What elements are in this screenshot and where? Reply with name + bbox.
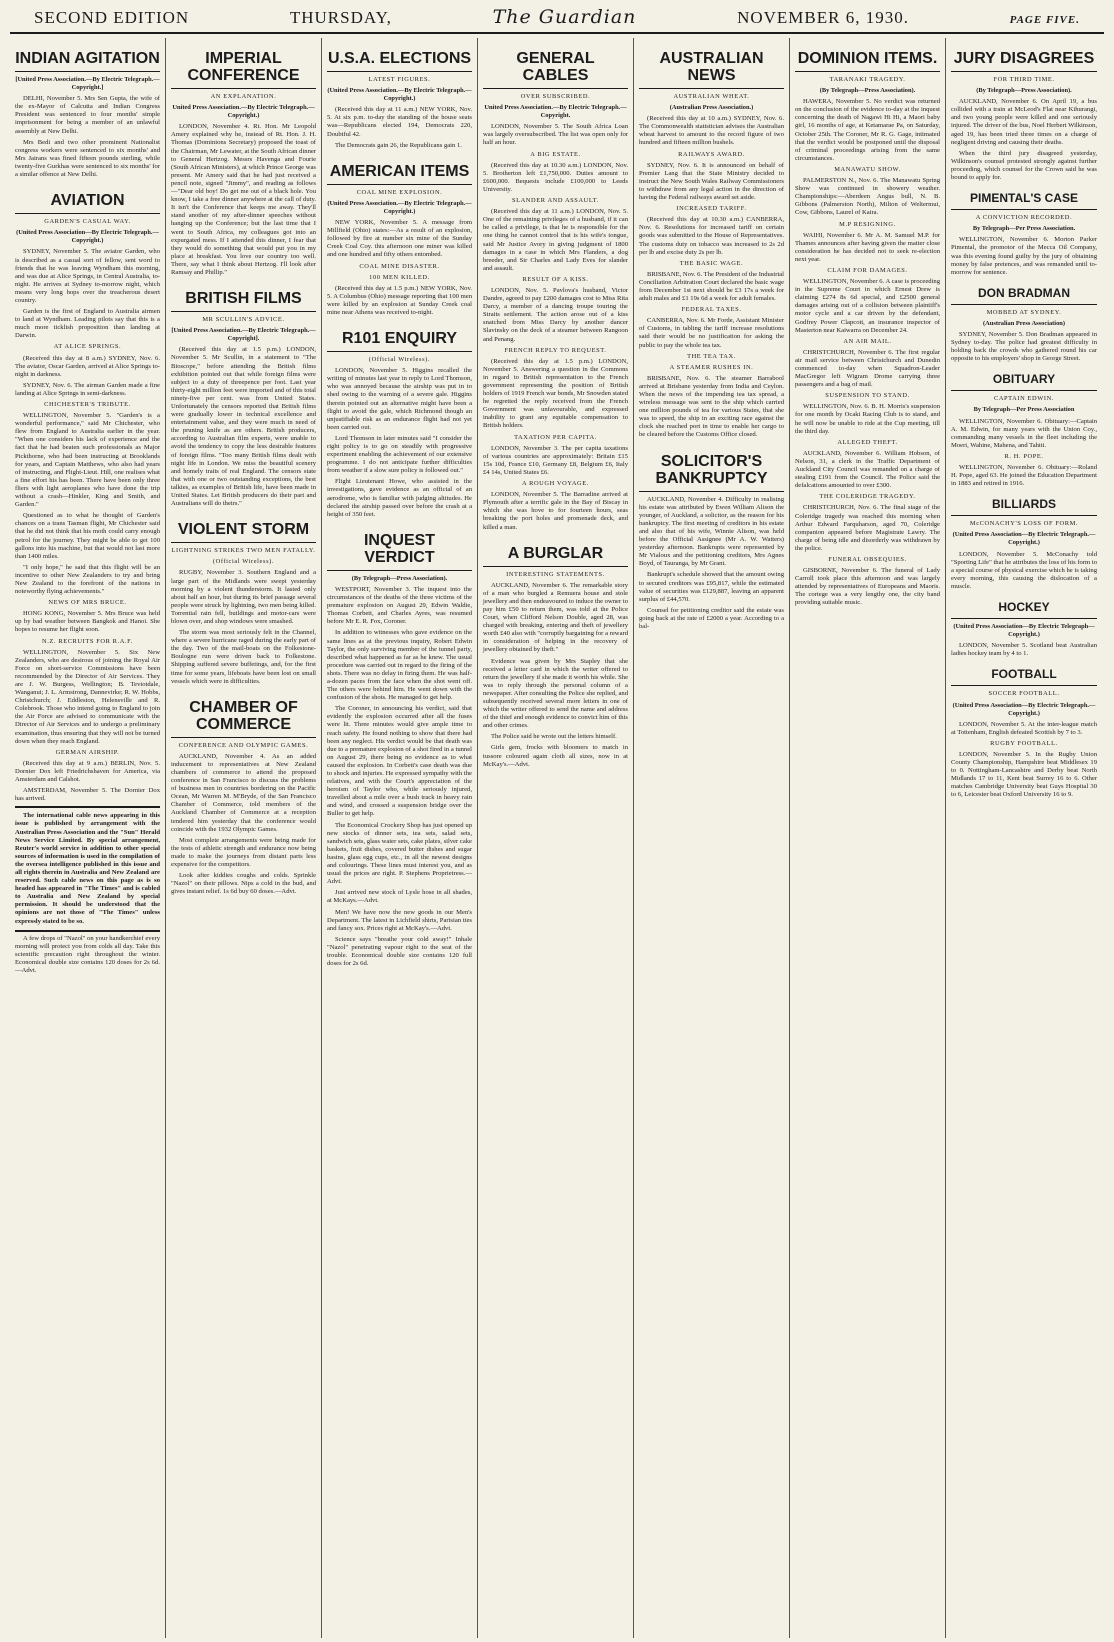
notice-box: The international cable news appearing in this issue is published by arrangement with the Australian Press Association and the "Sun" Herald News Service Limited. By special arrangement, Reuter's world service in addition to other special sources of information is used in the compilation of the oversea intelligence published in this issue and all rights therein in Australia and New Zealand are reserved. Such cable news on this page as is so headed has appeared in "The Times" and is cabled to Australia and New Zealand by special permission. It should be understood that the opinions are not those of "The Times" unless expressly stated to be so. xyxy=(15,806,160,931)
article-paragraph: Lord Thomson in later minutes said "I consider the right policy is to go on steadily with progressive experiment enabling the achievement of our extensive programme. I do not anticipate further difficulties from weather if a slow sure policy is followed out." xyxy=(327,434,472,475)
article-headline: BILLIARDS xyxy=(951,491,1097,516)
article-paragraph: LONDON, November 5. McConachy told "Sporting Life" that he attributes the loss of his form to a special course of physical exercise which he is taking every morning, this causing the dislocation of a muscle. xyxy=(951,550,1097,590)
article-paragraph: WELLINGTON, November 6. A case is proceeding in the Supreme Court in which Ernest Drew is claiming £274 8s 6d special, and £2500 general damages arising out of a collision between plaintiff's motor cycle and a car driven by the defendant, Godfrey Power Clapcott, an insurance inspector of Masterton near Kaiwarra on December 24. xyxy=(795,278,940,334)
article-paragraph: The Economical Crockery Shop has just opened up new stocks of dinner sets, tea sets, salad sets, sandwich sets, glass water sets, cake plates, silver cake baskets, fruit dishes, covered butter dishes and sugar basins, glass egg cups, etc., in all the newest designs and colourings. These lines must interest you, and as usual the prices are right. P. Stephens Proprietress.—Advt. xyxy=(327,821,472,886)
article-paragraph: WELLINGTON, November 6. Obituary:—Captain A. M. Edwin, for many years with the Union Coy., commanding many vessels in the fleet including the Moeri, Wahine, Mahena, and Tahiti. xyxy=(951,417,1097,449)
article-paragraph: In addition to witnesses who gave evidence on the same lines as at the previous inquiry, Robert Edwin Taylor, the only surviving member of the tunnel party, described what happened as far as he knew. The usual procedure was carried out in regard to the firing of the shots. There was no delay in firing them. He was half-a-dozen paces from the face when the shot went off. The others were behind him. He went down with the confusion of the shots. He managed to get help. xyxy=(327,629,472,702)
article-headline: VIOLENT STORM xyxy=(171,511,316,543)
article-paragraph: (Received this day at 10 a.m.) SYDNEY, Nov. 6. The Commonwealth statistician advises the Australian wheat harvest to amount to the record figure of two hundred and fifteen million bushels. xyxy=(639,115,784,147)
article-paragraph: The Coroner, in announcing his verdict, said that evidently the explosion occurred after all the fuses were lit. Three minutes would give ample time to reach safety. He found nothing to show that there had been any neglect. His verdict would be that death was due to a premature explosion of a shot fired in a tunnel on August 29, there being no evidence as to what caused the explosion. In Corbett's case death was due to shock and injuries. He expressed sympathy with the relatives, and with the Court's appreciation of the heroism of Taylor who, while seriously injured, travelled about a mile over a bush track in heavy rain and wind, and crossed a suspension bridge over the Buller to get help. xyxy=(327,705,472,818)
article-paragraph: CHRISTCHURCH, Nov. 6. The final stage of the Coleridge tragedy was reached this morning when Arthur Edward Farquharson, aged 70, Coleridge companion appeared before Magistrate Lawry. The charge of being idle and disorderly was withdrawn by the police. xyxy=(795,504,940,552)
article-paragraph: Garden is the first of England to Australia airmen to land at Wyndham. Leading pilots say that this is a much more ticklish proposition than landing at Darwin. xyxy=(15,308,160,340)
article-paragraph: The Democrats gain 26, the Republicans gain 1. xyxy=(335,141,462,149)
article-headline: AMERICAN ITEMS xyxy=(327,153,472,185)
article-paragraph: (Received this day at 1.5 p.m.) LONDON, November 5. Answering a question in the Commons in regard to British representation to the French government representing the position of British holders of 1919 French war bonds, Mr Snowden stated he regretted the reply received from the French Government was unfavourable, and expressed inability to grant any equitable compensation to British holders. xyxy=(483,357,628,430)
article-paragraph: Flight Lieutenant Howe, who assisted in the investigations, gave evidence as an official of an aerodrome, who is familiar with judging altitudes. He declared the airship passed over before the crash at a height of 350 feet. xyxy=(327,478,472,518)
article-paragraph: (Received this day at 11 a.m.) NEW YORK, Nov. 5. At six p.m. to-day the standing of the house seats was—Republicans elected 194, Democrats 220, Doubtful 42. xyxy=(327,106,472,138)
sub-headline: N.Z. RECRUITS FOR R.A.F. xyxy=(42,637,133,645)
article-paragraph: Mrs Bedi and two other prominent Nationalist congress workers were sentenced to six months' and Mrs Jairans was fined fifteen pounds sterling, while twenty-five Gurkhas were sentenced to six months' for a similar offence at New Delhi. xyxy=(15,138,160,179)
sub-headline: RESULT OF A KISS. xyxy=(522,275,589,283)
press-credit: United Press Association.—By Electric Telegraph.—Copyright.) xyxy=(172,104,315,120)
sub-headline: GERMAN AIRSHIP. xyxy=(55,748,120,756)
press-credit: [United Press Association.—By Electric Telegraph.—Copyright]. xyxy=(171,327,316,343)
sub-headline: MR SCULLIN'S ADVICE. xyxy=(202,316,285,324)
article-paragraph: AUCKLAND, November 6. The remarkable story of a man who burgled a Remuera house and stole jewellery and then endeavoured to induce the owner to pay him £50 to return them, was told at the Police Court, when Clifford Nelson Double, aged 28, was charged with breaking, entering and theft of jewellery worth £40 also with "corruptly bargaining for a reward in consideration of helping in the recovery of jewellery obtained by theft." xyxy=(483,581,628,654)
article-headline: A BURGLAR xyxy=(483,535,628,567)
article-paragraph: WELLINGTON, Nov. 6. B. H. Morris's suspension for one month by Ocaki Racing Club is to stand, and he will now be unable to ride at the Cup meeting, till the third day. xyxy=(795,403,940,435)
sub-headline: A ROUGH VOYAGE. xyxy=(522,480,589,488)
article-paragraph: (Received this day at 9 a.m.) BERLIN, Nov. 5. Dornier Dox left Friedrichshaven for America, via Amsterdam and Calshot. xyxy=(15,759,160,784)
article-headline: DON BRADMAN xyxy=(951,280,1097,305)
article-paragraph: Questioned as to what he thought of Garden's chances on a trans Tasman flight, Mr Chichester said that he did not think that his moth could carry enough petrol for the journey. They might be able to get 100 gallons into his machine, but that would not last more than 1400 miles. xyxy=(15,512,160,560)
article-paragraph: Bankrupt's schedule showed that the amount owing to secured creditors was £95,817, while the estimated value of securities was £129,887, leaving an apparent surplus of £44,570. xyxy=(639,571,784,603)
article-paragraph: LONDON, November 5. Scotland beat Australian ladies hockey team by 4 to 1. xyxy=(951,642,1097,658)
article-paragraph: LONDON, November 5. The Barradine arrived at Plymouth after a terrific gale in the Bay of Biscay in which she was hove to for fourteen hours, seas breaking the port holes and promenade deck, and killed a man. xyxy=(483,491,628,531)
sub-headline: CAPTAIN EDWIN. xyxy=(993,395,1055,403)
article-paragraph: HAWERA, November 5. No verdict was returned on the conclusion of the evidence to-day at the inquest concerning the death of Nagawi Hi Hi, a Maori baby girl, 16 months of age, at Ketamarae Pa, on Saturday, October 25th. The Coroner, Mr R. G. Gage, intimated that the verdict would be postponed until the disposal of criminal proceedings arising from the same circumstances. xyxy=(795,98,940,162)
sub-headline: AN AIR MAIL. xyxy=(843,337,892,345)
sub-headline: INTERESTING STATEMENTS. xyxy=(506,570,605,578)
article-paragraph: LONDON, November 5. Higgins recalled the writing of minutes last year in reply to Lord Thomson, who was annoyed because the airship was put in to shed owing to the warning of a severe gale. Higgins therein pointed out an alternative might have been a flight to avoid the gale, which Richmond though an unjustifiable risk as an endurance flight had not yet been carried out. xyxy=(327,367,472,431)
article-paragraph: LONDON, November 5. In the Rugby Union County Championship, Hampshire beat Middlesex 19 to 0. Nottingham-Lancashire and Derby beat North Midlands 17 to 11, Kent beat Surrey 16 to 6. Other matches Cambridge University beat Guys Hospital 30 to 6, Leicester beat Oxford University 16 to 9. xyxy=(951,750,1097,799)
article-paragraph: Counsel for petitioning creditor said the estate was going back at the rate of £2000 a year. According to a bal- xyxy=(639,606,784,630)
sub-headline: CLAIM FOR DAMAGES. xyxy=(827,266,908,274)
article-headline: FOOTBALL xyxy=(951,661,1097,686)
page-number: PAGE FIVE. xyxy=(1009,14,1080,26)
sub-headline: (Official Wireless). xyxy=(212,558,275,566)
article-paragraph: WELLINGTON, November 6. Obituary:—Roland H. Pope, aged 63. He joined the Education Department in 1883 and retired in 1916. xyxy=(951,464,1097,488)
article-paragraph: (Received this day at 10.30 a.m.) LONDON, Nov. 5. Brotherton left £1,750,000. Duties amount to £600,000. Bequests include £100,000 to Leeds University. xyxy=(483,161,628,193)
press-credit: (United Press Association—By Electric Telegraph—Copyright.) xyxy=(953,623,1095,639)
article-headline: U.S.A. ELECTIONS xyxy=(327,40,472,72)
article-headline: AVIATION xyxy=(15,182,160,214)
article-headline: PIMENTAL'S CASE xyxy=(951,185,1097,210)
article-paragraph: AUCKLAND, November 4. As an added inducement to representatives at New Zealand chambers of commerce to attend the proposed conference in San Francisco to discuss the problems of business men in countries bordering on the Pacific Ocean, Mr Warren M. M'Bryde, of the San Francisco Chamber of Commerce, told members of the Auckland Chamber of Commerce at a reception tendered him yesterday that the conference would coincide with the 1932 Olympic Games. xyxy=(171,752,316,833)
sub-headline: MANAWATU SHOW. xyxy=(834,165,901,173)
article-paragraph: A few drops of "Nazol" on your handkerchief every morning will protect you from colds all day. Take this scientific precaution right throughout the winter. Economical double size contains 120 doses for 2s 6d.—Advt. xyxy=(15,934,160,974)
article-paragraph: PALMERSTON N., Nov. 6. The Manawatu Spring Show was continued in showery weather. Championships:—Aberdeen Angus bull, N. B. Gibbons (Palmerston North), Milton of Weltermui, Cow, Gibbons, Laurel of Kaira. xyxy=(795,177,940,217)
sub-headline: SOCCER FOOTBALL. xyxy=(988,690,1060,698)
article-paragraph: SYDNEY, Nov. 6. It is announced on behalf of Premier Lang that the State Ministry decided to instruct the New South Wales Railway Commissioners to withdraw from any legal action in the direction of having the Federal railways award set aside. xyxy=(639,161,784,202)
article-paragraph: WELLINGTON, November 6. Morton Parker Pimental, the promotor of the Mecca Oil Company, was this evening found guilty by the jury of obtaining money by false pretences, and was remanded until to-morrow for sentence. xyxy=(951,236,1097,276)
press-credit: (United Press Association.—By Electric Telegraph.—Copyright.) xyxy=(327,199,472,215)
sub-headline: 100 MEN KILLED. xyxy=(369,273,430,281)
press-credit: United Press Association.—By Electric Telegraph.—Copyright. xyxy=(484,104,627,120)
press-credit: (By Telegraph—Press Association). xyxy=(819,87,916,95)
sub-headline: R. H. POPE. xyxy=(1004,452,1044,460)
article-paragraph: LONDON, November 5. At the inter-league match at Tottenham, English defeated Scottish by 7 to 3. xyxy=(951,720,1097,736)
press-credit: (By Telegraph—Press Association). xyxy=(976,87,1072,95)
sub-headline: A CONVICTION RECORDED. xyxy=(975,214,1073,222)
sub-headline: FOR THIRD TIME. xyxy=(993,76,1055,83)
article-paragraph: Science says "breathe your cold away!" Inhale "Nazol" penetrating vapour right to the seat of the trouble. Economical double size contains 120 full doses for 2s 6d. xyxy=(327,935,472,968)
press-credit: (Australian Press Association) xyxy=(983,319,1065,327)
article-paragraph: WESTPORT, November 3. The inquest into the circumstances of the deaths of the three victims of the premature explosion on August 29, Edwin Waldie, Thomas Corbett, and Charles Ayres, was resumed before Mr E. R. Fox, Coroner. xyxy=(327,585,472,626)
article-paragraph: Evidence was given by Mrs Stapley that she received a letter card in which the writer offered to return the jewellery if she made it worth his while. She was to reply through the personal column of a newspaper. After consulting the Police she replied, and subsequently received several more letters in one of which the writer offered to send the name and address of the thief and enough evidence to convict him of this and other crimes. xyxy=(483,657,628,730)
sub-headline: AN EXPLANATION. xyxy=(210,93,277,100)
sub-headline: MOBBED AT SYDNEY. xyxy=(986,308,1062,316)
article-paragraph: HONG KONG, November 5. Mrs Bruce was held up by bad weather between Bangkok and Hanoi. She hopes to resume her flight soon. xyxy=(15,610,160,634)
article-paragraph: Men! We have now the new goods in our Men's Department. The latest in Lichfield shirts, Parisian ties and fancy sox. Prices right at McKay's.—Advt. xyxy=(327,908,472,932)
article-paragraph: (Received this day at 11 a.m.) LONDON, Nov. 5. One of the remaining privileges of a husband, if it can be called a privilege, is that he is responsible for the one thing he cannot control that is his wife's tongue, said Mr Justice Avory in giving judgment of 1800 damages in a case in which Mrs Flanders, a dog breeder, and Sir Charles and Lady Eves for slander and assault. xyxy=(483,208,628,272)
article-paragraph: Just arrived new stock of Lysle hose in all shades, at McKays.—Advt. xyxy=(327,889,472,905)
article-paragraph: AMSTERDAM, November 5. The Dornier Dox has arrived. xyxy=(15,787,160,803)
columns-container xyxy=(10,38,1104,1638)
sub-headline: ALLEGED THEFT. xyxy=(837,438,898,446)
sub-headline: LIGHTNING STRIKES TWO MEN FATALLY. xyxy=(171,547,316,555)
article-paragraph: WELLINGTON, November 5. "Garden's is a wonderful performance," said Mr Chichester, who flew from England to Australia earlier in the year. "When one considers his lack of experience and the fact that he had beaten such professionals as Major Pickthorne, who had been instructing at Brooklands for years, and Captain Matthews, who also had years of instructing, and Flight-Lieut. Hill, one realises what a fine effort his has been. There have been only three fliers with light aeroplanes who have done the trip without a crash—Hinkler, King and Smith, and Garden." xyxy=(15,412,160,509)
article-paragraph: CANBERRA, Nov. 6. Mr Forde, Assistant Minister of Customs, in tabling the tariff increase resolutions said their would be no justification for asking the public to pay the whole tea tax. xyxy=(639,317,784,349)
press-credit: (Australian Press Association.) xyxy=(669,104,754,112)
sub-headline: OVER SUBSCRIBED. xyxy=(520,93,591,100)
sub-headline: McCONACHY'S LOSS OF FORM. xyxy=(969,520,1079,528)
press-credit: By Telegraph—Per Press Association xyxy=(973,406,1075,414)
article-headline: DOMINION ITEMS. xyxy=(795,40,940,72)
article-paragraph: SYDNEY, Nov. 6. The airman Garden made a fine landing at Alice Springs in semi-darkness. xyxy=(15,381,160,397)
sub-headline: NEWS OF MRS BRUCE. xyxy=(48,599,127,607)
article-paragraph: WELLINGTON, November 5. Six New Zealanders, who are desirous of joining the Royal Air Force on short-service Commissions have been recommended by the Director of Air Services. They are J. W. Burgess, Wellington; B. Teviotdale, Wanganui; J. L. Armstrong, Dannevirke; R. W. Hobbs, Christchurch; J. Eddleston, Helensville and R. Colebrook. Those who intend going to England to join the Air Force are advised to communicate with the Director of Air Services and to undergo a preliminary examination, thus ensuring that they will not be turned down when they reach England. xyxy=(15,648,160,745)
article-headline: IMPERIAL CONFERENCE xyxy=(171,40,316,89)
sub-headline: TARANAKI TRAGEDY. xyxy=(829,76,906,83)
article-paragraph: "I only hope," he said that this flight will be an incentive to other New Zealanders to try and bring New Zealand to the forefront of the nations in noteworthy flying achievements." xyxy=(15,563,160,596)
article-paragraph: NEW YORK, November 5. A message from Millfield (Ohio) states:—As a result of an explosion, followed by fire at number six mine of the Sunday Creek Coal Coy. this afternoon one miner was killed and one hundred and fifty others entombed. xyxy=(327,219,472,259)
sub-headline: (Official Wireless). xyxy=(368,356,431,364)
sub-headline: SLANDER AND ASSAULT. xyxy=(511,197,600,205)
article-paragraph: The storm was most seriously felt in the Channel, where a severe hurricane raged during the early part of the day. Two of the mail-boats on the Folkestone-Boulogne run were driven back to Folkestone. Shipping suffered severe buffetings, and, for the first time for some years, lifeboats have been lost on small vessels which were in difficulties. xyxy=(171,629,316,685)
column-1 xyxy=(10,38,166,1638)
masthead xyxy=(10,6,1104,34)
article-paragraph: Most complete arrangements were being made for the tests of athletic strength and endurance now being made to make the journeys from distant parts less expensive for the competitors. xyxy=(171,836,316,869)
article-paragraph: DELHI, November 5. Mrs Sen Gupta, the wife of the ex-Mayor of Calcutta and Indian Congress President was sentenced to four months' simple imprisonment for being a member of an unlawful assembly at New Delhi. xyxy=(15,95,160,135)
sub-headline: THE COLERIDGE TRAGEDY. xyxy=(819,493,916,501)
column-4 xyxy=(478,38,634,1638)
press-credit: (United Press Association—By Electric Telegraph.—Copyright.) xyxy=(16,229,159,245)
article-paragraph: SYDNEY, November 5. Don Bradman appeared in Sydney to-day. The police had greatest difficulty in holding back the crowds who gathered round his car opposite to his employers' shop in George Street. xyxy=(951,330,1097,363)
article-paragraph: BRISBANE, Nov. 6. The President of the Industrial Conciliation Arbitration Court declared the basic wage from December 1st next should be £3 17s a week for adult males and £1 19s 6d a week for adult females. xyxy=(639,270,784,303)
article-paragraph: WAIHI, November 6. Mr A. M. Samuel M.P. for Thames announces after having given the matter close consideration he has decided not to seek re-election next year. xyxy=(795,231,940,263)
article-paragraph: LONDON, Nov. 5. Pavlova's husband, Victor Dandre, agreed to pay £200 damages cost to Miss Rita Darcy, a member of a dancing troupe touring the Straits settlement. The action arose out of a kiss snatched from Miss Darcy by another dancer Slavinsky on the deck of a steamer between Rangoon and Penang. xyxy=(483,286,628,343)
article-paragraph: CHRISTCHURCH, November 6. The first regular air mail service between Christchurch and Dunedin commenced to-day when Squadron-Leader MacGregor left Wigram Drome carrying three passengers and a bag of mail. xyxy=(795,348,940,389)
sub-headline: CHICHESTER'S TRIBUTE. xyxy=(44,401,131,408)
column-6 xyxy=(790,38,946,1638)
sub-headline: AUSTRALIAN WHEAT. xyxy=(673,93,750,100)
sub-headline: INCREASED TARIFF. xyxy=(676,205,747,213)
column-7 xyxy=(946,38,1102,1638)
day-label: THURSDAY, xyxy=(289,8,392,27)
sub-headline: RUGBY FOOTBALL. xyxy=(990,739,1058,747)
sub-headline: THE TEA TAX. xyxy=(687,352,736,360)
article-paragraph: RUGBY, November 3. Southern England and a large part of the Midlands were swept yesterday morning by a violent thunderstorm. It lasted only about half an hour, but during its brief passage several people were struck by lightning, two men being killed. Torrential rain fell, buildings and motor-cars were blown over, and shop windows were smashed. xyxy=(171,569,316,625)
sub-headline: M.P RESIGNING. xyxy=(839,220,896,228)
article-paragraph: (Received this day at 8 a.m.) SYDNEY, Nov. 6. The aviator, Oscar Garden, arrived at Alice Springs to-night in darkness. xyxy=(15,354,160,378)
issue-date: NOVEMBER 6, 1930. xyxy=(737,8,909,27)
article-paragraph: Girls gem, frocks with bloomers to match in tussore coloured again cloth all sizes, now in at McKay's.—Advt. xyxy=(483,744,628,768)
press-credit: By Telegraph—Per Press Association. xyxy=(972,225,1076,233)
article-paragraph: When the third jury disagreed yesterday, Wilkinson's counsel protested strongly against further proceeding, which counsel for the Crown said he was bound to apply for. xyxy=(951,149,1097,182)
sub-headline: FEDERAL TAXES. xyxy=(681,306,742,314)
sub-headline: CONFERENCE AND OLYMPIC GAMES. xyxy=(178,741,309,749)
sub-headline: THE BASIC WAGE. xyxy=(679,259,744,267)
sub-headline: A STEAMER RUSHES IN. xyxy=(669,363,754,371)
press-credit: (United Press Association—By Electric Telegraph.—Copyright.) xyxy=(952,531,1096,547)
article-paragraph: The Police said he wrote out the letters himself. xyxy=(491,733,617,741)
article-paragraph: (Received this day at 1.5 p.m.) LONDON, November 5. Mr Scullin, in a statement to "The Bioscope," before attending the British films exhibition pointed out that while foreign films were subject to a duty of threepence per foot. Last year thirty-eight million feet were imported and of this total ninety-five per cent. was from United States. Unfortunately the censors reported that British films were gradually lower in technical excellence and entertainment value, and they were much in need of the pruning knife as are others. British producers, according to Australian film experts, were unable to avoid the tendency to copy the less desirable features of foreign films. "Too many British films dealt with night life in London. We miss the beautiful scenery and homely traits of real England. The censors state that with one or two outstanding exceptions, the best talkies, as examples of British life, have been made in United States. Let British producers do their part and Australians will do theirs." xyxy=(171,346,316,508)
article-paragraph: AUCKLAND, November 6. On April 19, a bus collided with a train at McLeod's Flat near Kihurangi, and two young people were killed and one seriously injured. The driver of the bus, Noel Herbert Wilkinson, aged 19, has been tried three times on a charge of negligent driving and causing their deaths. xyxy=(951,98,1097,146)
article-paragraph: Look after kiddies coughs and colds. Sprinkle "Nazol" on their pillows. Nips a cold in the bud, and gives instant relief. 1s 6d buy 60 doses.—Advt. xyxy=(171,872,316,896)
article-paragraph: BRISBANE, Nov. 6. The steamer Barrabool arrived at Brisbane yesterday from India and Ceylon. When the news of the impending tea tax spread, a wireless message was sent to the ship which carried one million pounds of tea for various States, that she was to speed, the ship in an exciting race against the clock she reached port in time to enable her cargo to be cleared before the Customs Office closed. xyxy=(639,374,784,439)
press-credit: (United Press Association—By Electric Telegraph.—Copyright.) xyxy=(952,701,1096,717)
press-credit: [United Press Association.—By Electric Telegraph.—Copyright.] xyxy=(15,76,160,92)
article-paragraph: (Received this day at 1.5 p.m.) NEW YORK, Nov. 5. A Columbus (Ohio) message reporting that 100 men were killed by an explosion at Sunday Creek coal mine near Athens was received to-night. xyxy=(327,284,472,316)
newspaper-title: The Guardian xyxy=(492,6,637,28)
article-headline: INDIAN AGITATION xyxy=(15,40,160,72)
article-headline: JURY DISAGREES xyxy=(951,40,1097,72)
sub-headline: A BIG ESTATE. xyxy=(530,150,581,158)
column-2 xyxy=(166,38,322,1638)
press-credit: (By Telegraph—Press Association). xyxy=(351,574,448,582)
article-headline: CHAMBER OF COMMERCE xyxy=(171,689,316,738)
article-headline: R101 ENQUIRY xyxy=(327,320,472,352)
article-paragraph: LONDON, November 5. The South Africa Loan was largely oversubscribed. The list was open only for half an hour. xyxy=(483,123,628,147)
article-headline: SOLICITOR'S BANKRUPTCY xyxy=(639,443,784,492)
article-paragraph: (Received this day at 10.30 a.m.) CANBERRA, Nov. 6. Resolutions for increased tariff on certain goods was submitted to the House of Representatives. The customs duty on tobacco was increased to 2s 2d per lb and excise duty 2s per lb. xyxy=(639,216,784,256)
article-paragraph: LONDON, November 3. The per capita taxations of various countries are approximately: Britain £15 15s 10d, France £10, Germany £8, Belgium £6, Italy £4 14s, United States £6. xyxy=(483,444,628,476)
column-5 xyxy=(634,38,790,1638)
article-headline: GENERAL CABLES xyxy=(483,40,628,89)
sub-headline: RAILWAYS AWARD. xyxy=(678,150,745,158)
article-headline: AUSTRALIAN NEWS xyxy=(639,40,784,89)
sub-headline: SUSPENSION TO STAND. xyxy=(825,392,910,400)
sub-headline: FUNERAL OBSEQUIES. xyxy=(828,555,907,563)
edition-label: SECOND EDITION xyxy=(34,8,190,27)
article-headline: BRITISH FILMS xyxy=(171,280,316,312)
column-3 xyxy=(322,38,478,1638)
article-headline: INQUEST VERDICT xyxy=(327,522,472,571)
sub-headline: COAL MINE DISASTER. xyxy=(359,262,440,270)
article-paragraph: AUCKLAND, November 6. William Hobson, of Nelson, 31, a clerk in the Traffic Department of Auckland City Council was remanded on a charge of stealing £191 from the Council. The Police said the defalcations amounted to over £300. xyxy=(795,449,940,490)
sub-headline: GARDEN'S CASUAL WAY. xyxy=(44,218,131,226)
article-paragraph: GISBORNE, November 6. The funeral of Lady Carroll took place this afternoon and was largely attended by representatives of Europeans and Maoris. The cortege was a very lengthy one, the city band providing suitable music. xyxy=(795,567,940,607)
article-headline: OBITUARY xyxy=(951,366,1097,391)
sub-headline: TAXATION PER CAPITA. xyxy=(514,433,597,441)
sub-headline: FRENCH REPLY TO REQUEST. xyxy=(504,346,607,354)
article-headline: HOCKEY xyxy=(951,594,1097,619)
press-credit: (United Press Association.—By Electric Telegraph.—Copyright.) xyxy=(327,87,472,103)
article-paragraph: SYDNEY, November 5. The aviator Garden, who is described as a casual sort of fellow, sent word to friends that he was leaving Wyndham this morning, and was due at Alice Springs, in Central Australia, to-night. He arrives at Sydney to-morrow night, which means very long hops over the treacherous desert country. xyxy=(15,248,160,304)
sub-headline: COAL MINE EXPLOSION. xyxy=(356,188,443,196)
article-paragraph: LONDON, November 4. Rt. Hon. Mr Leopold Amery explained why he, instead of Rt. Hon. J. H. Thomas (Dominions Secretary) proposed the toast of the Chairman, Mr Lewater, at the South African dinner to General Hertzog. Messrs Havenga and Fourie (South African Ministers), at which Prince George was present. Mr Amery said that he had just received a pencil note, signed "Jimmy", and reading as follows—"Dear old boy! Do get me out of a black hole. You know, I take a free dinner anywhere at the call of duty. It isn't the Conference that keeps me away. They'll stand another of my after-dinner speeches without hanging up the Conference; but the last time that I went to South Africa, my colleagues got into an expurgated mess. If I attended this dinner, I fear that they would do something that would put you in my place at breakfast. You love our country too well. There, say what I think about Hertzog. I'll look after Ramsay and Phillip." xyxy=(171,123,316,276)
article-paragraph: AUCKLAND, November 4. Difficulty in realising his estate was attributed by Ewen William Alison the younger, of Auckland, a solicitor, as the reason for his bankruptcy. The first meeting of creditors in his estate and also that of his wife, Winnie Alison, was held before the Official Assignee (Mr A. W. Watters) yesterday afternoon. Bankrupts were represented by Mr Vialoux and the petitioning creditors, Mrs Agnes Boyd, of Tauranga, by Mr Grant. xyxy=(639,495,784,568)
sub-headline: AT ALICE SPRINGS. xyxy=(53,343,122,351)
sub-headline: LATEST FIGURES. xyxy=(368,76,431,83)
